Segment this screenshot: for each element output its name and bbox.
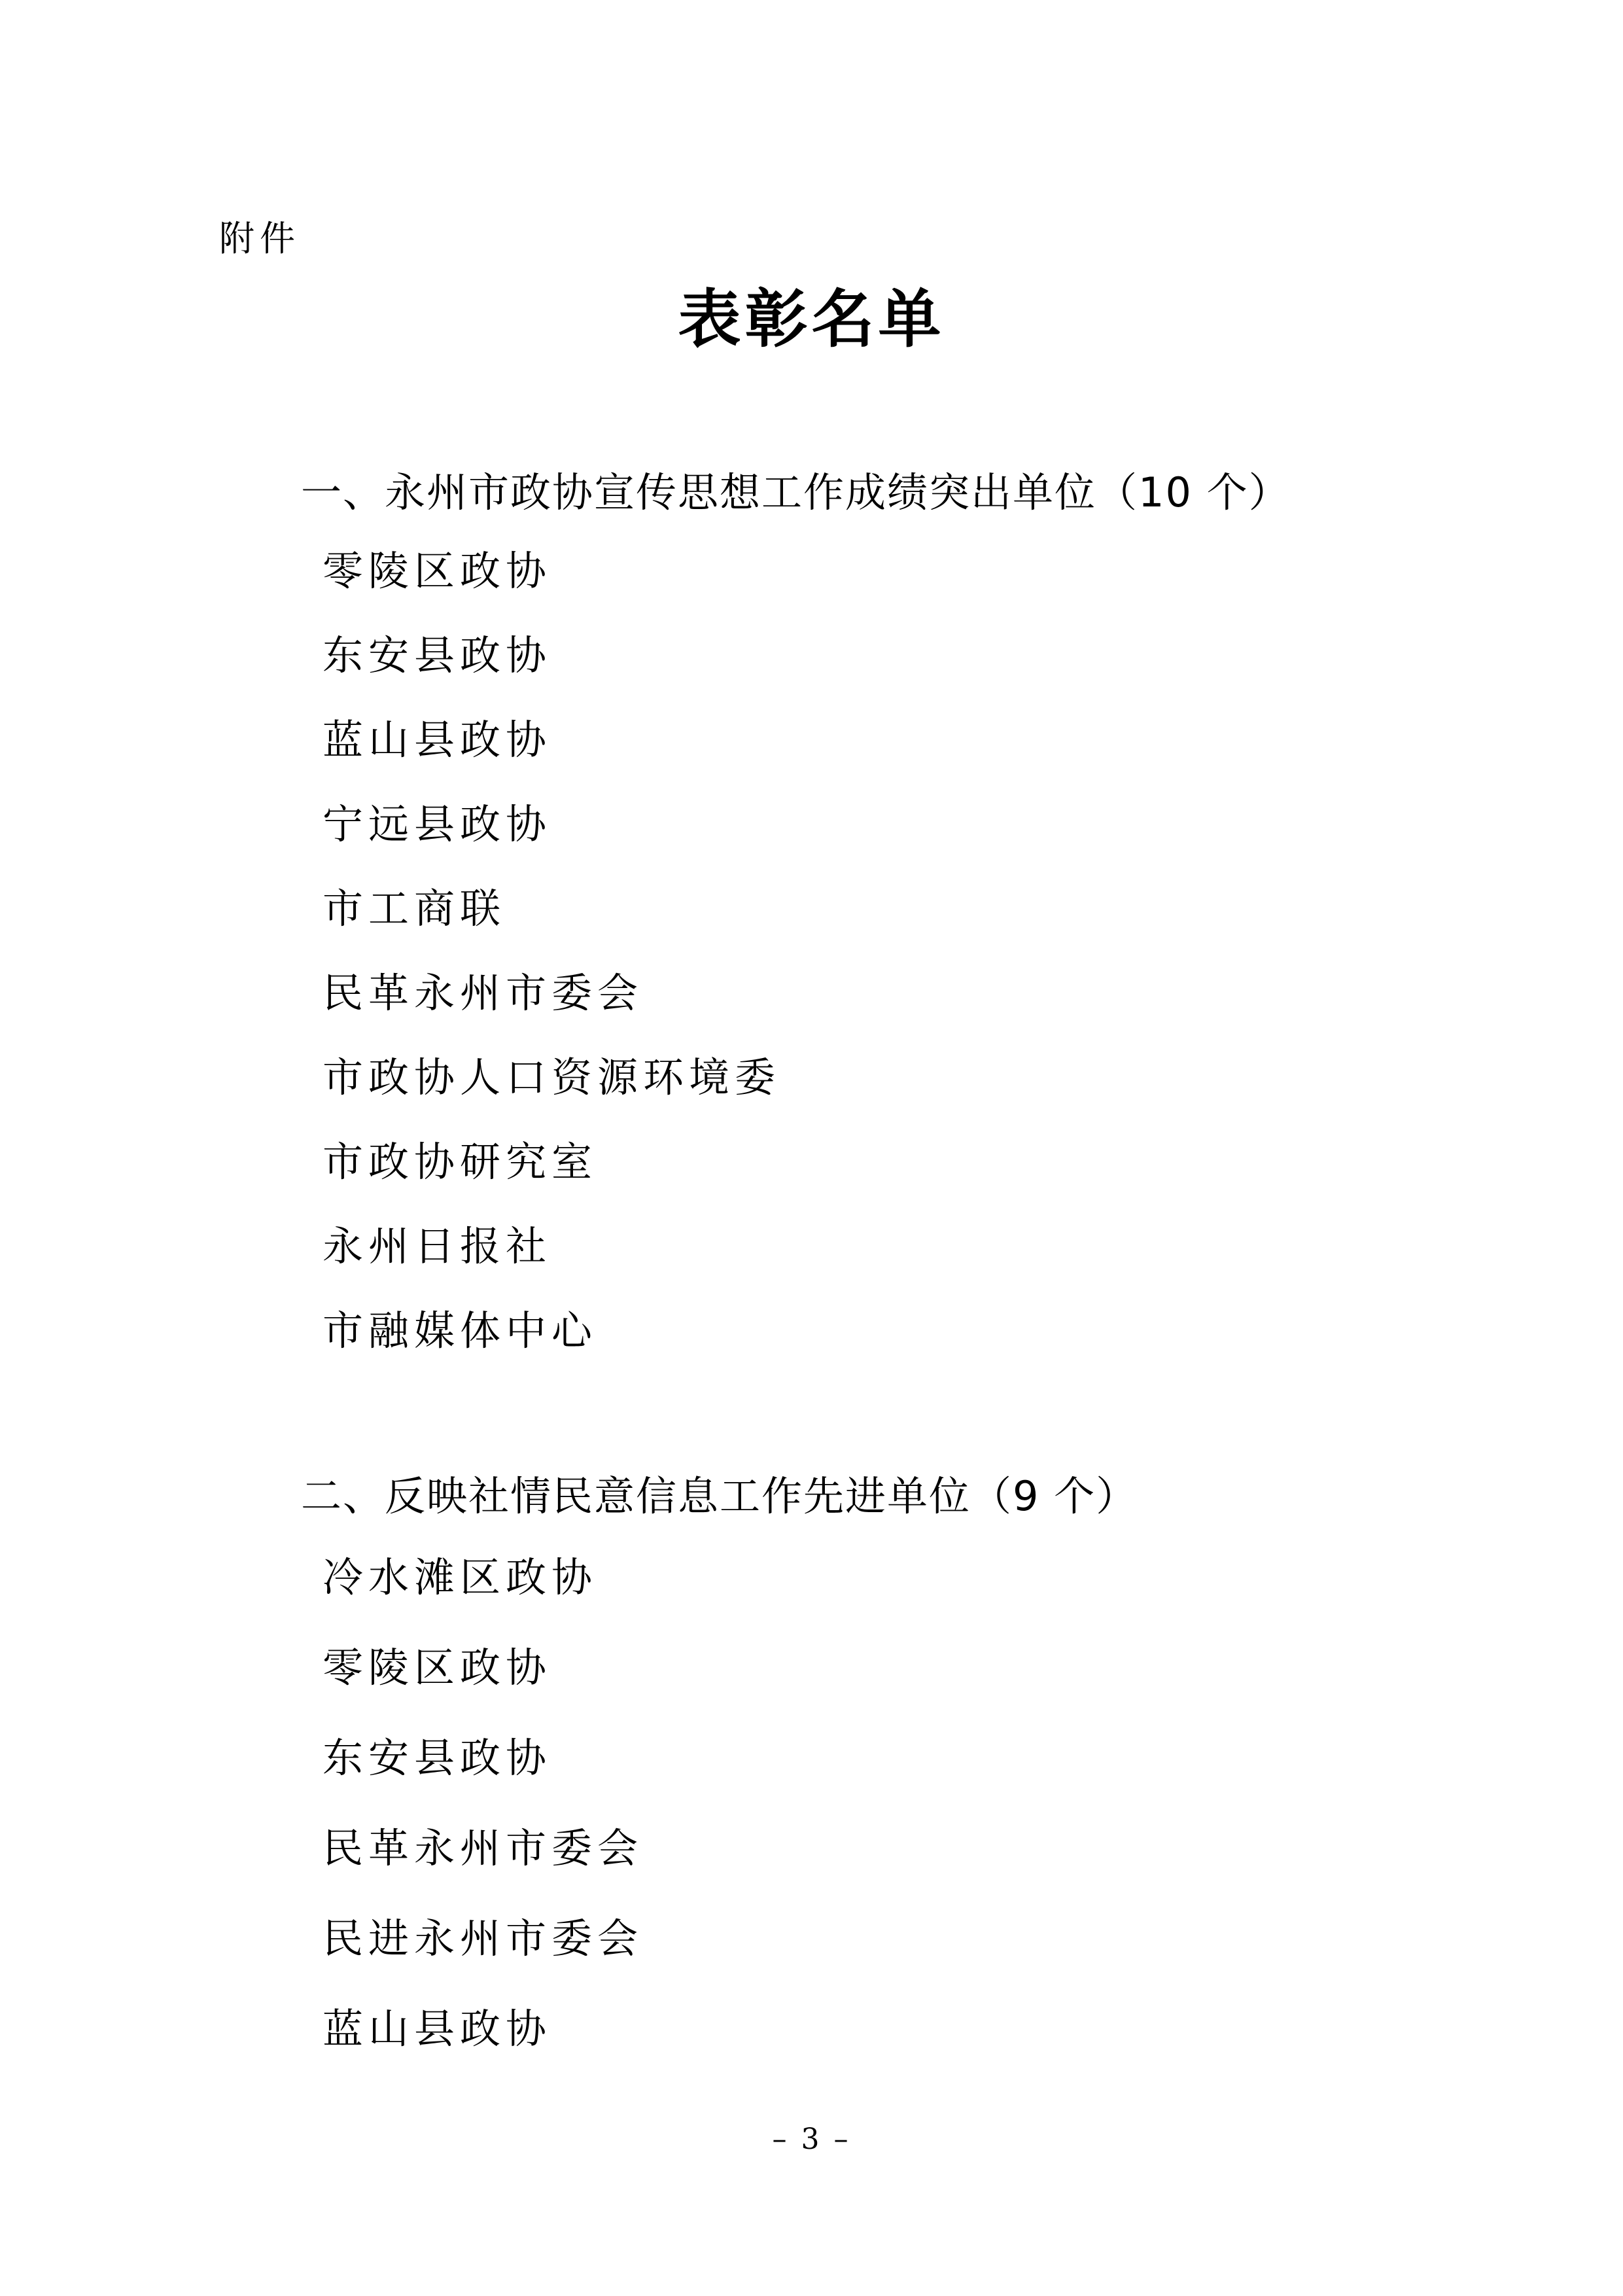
list-item: 零陵区政协 [323, 1644, 552, 1691]
list-item: 市政协人口资源环境委 [323, 1053, 781, 1101]
list-item: 民革永州市委会 [323, 969, 644, 1017]
list-item: 民革永州市委会 [323, 1824, 644, 1872]
list-item: 民进永州市委会 [323, 1915, 644, 1962]
list-item: 永州日报社 [323, 1222, 552, 1270]
page-number: – 3 – [772, 2123, 851, 2156]
section-2-heading: 二、反映社情民意信息工作先进单位（9 个） [301, 1472, 1138, 1520]
list-item: 冷水滩区政协 [323, 1553, 598, 1601]
document-title: 表彰名单 [678, 282, 945, 356]
list-item: 市工商联 [323, 885, 506, 932]
section-1-heading: 一、永州市政协宣传思想工作成绩突出单位（10 个） [301, 468, 1291, 516]
list-item: 零陵区政协 [323, 547, 552, 595]
list-item: 蓝山县政协 [323, 2005, 552, 2053]
list-item: 宁远县政协 [323, 800, 552, 848]
list-item: 东安县政协 [323, 1734, 552, 1782]
list-item: 蓝山县政协 [323, 716, 552, 764]
attachment-label: 附件 [219, 218, 300, 259]
list-item: 东安县政协 [323, 631, 552, 679]
list-item: 市政协研究室 [323, 1138, 598, 1186]
list-item: 市融媒体中心 [323, 1307, 598, 1354]
